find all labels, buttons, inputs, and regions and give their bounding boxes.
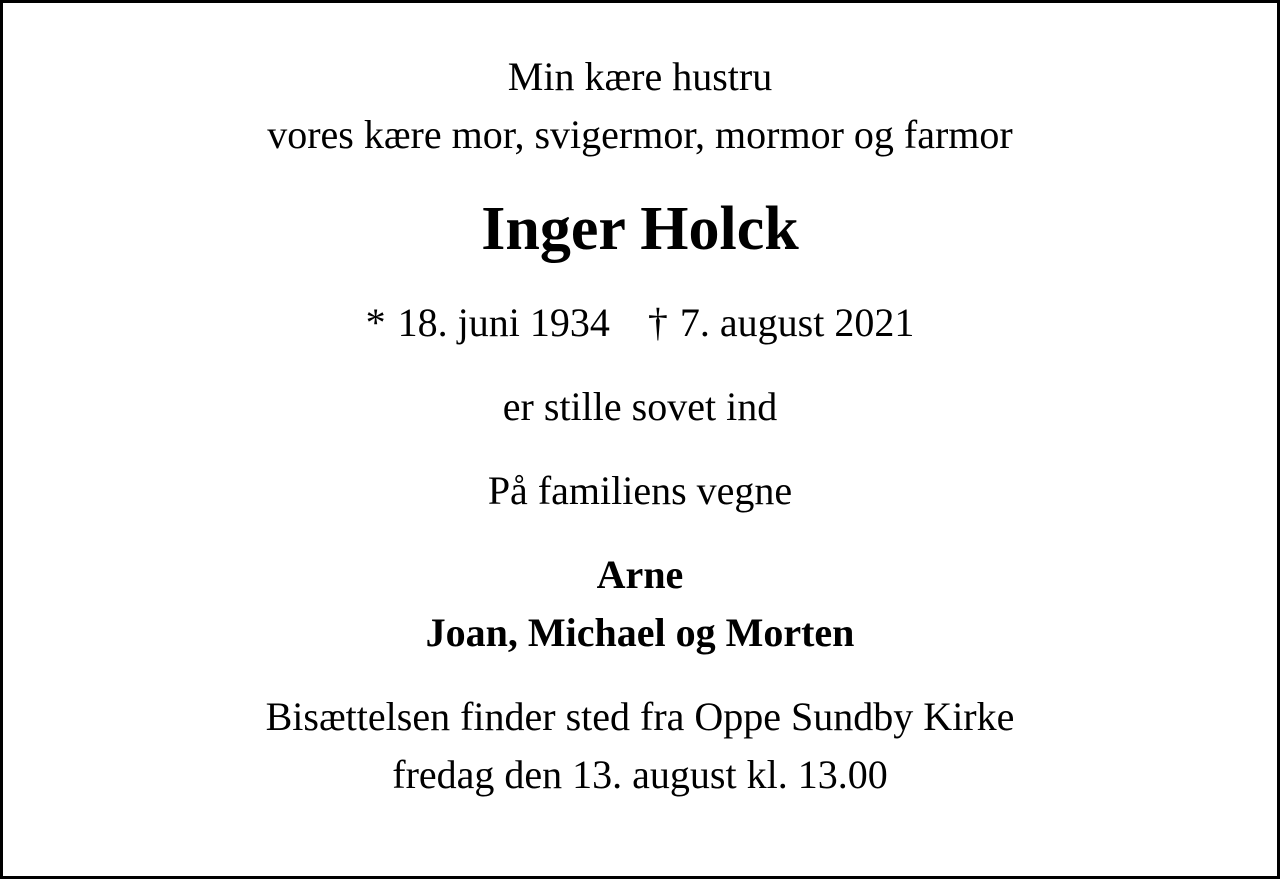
dates-block xyxy=(366,294,915,352)
birth-date: 18. juni 1934 xyxy=(397,300,610,345)
intro-line-2: vores kære mor, svigermor, mormor og farmor xyxy=(267,112,1013,157)
ceremony-block xyxy=(266,688,1015,804)
family-line-1: Arne xyxy=(596,552,684,597)
ceremony-line-2: fredag den 13. august kl. 13.00 xyxy=(392,752,888,797)
life-dates xyxy=(366,294,915,352)
message-block xyxy=(503,378,777,436)
family-line-2: Joan, Michael og Morten xyxy=(425,610,855,655)
ceremony-line-1: Bisættelsen finder sted fra Oppe Sundby Kirke xyxy=(265,694,1015,739)
family-block xyxy=(426,546,855,662)
intro-block xyxy=(267,48,1013,164)
birth-symbol: * xyxy=(365,300,386,345)
on-behalf-line: På familiens vegne xyxy=(487,468,793,513)
message-line: er stille sovet ind xyxy=(502,384,778,429)
deceased-name: Inger Holck xyxy=(481,195,799,263)
death-date: 7. august 2021 xyxy=(679,300,915,345)
name-block xyxy=(481,194,798,264)
intro-line-1: Min kære hustru xyxy=(507,54,773,99)
on-behalf-block xyxy=(488,462,792,520)
death-symbol-icon: † xyxy=(647,300,668,345)
obituary-content xyxy=(3,3,1277,876)
